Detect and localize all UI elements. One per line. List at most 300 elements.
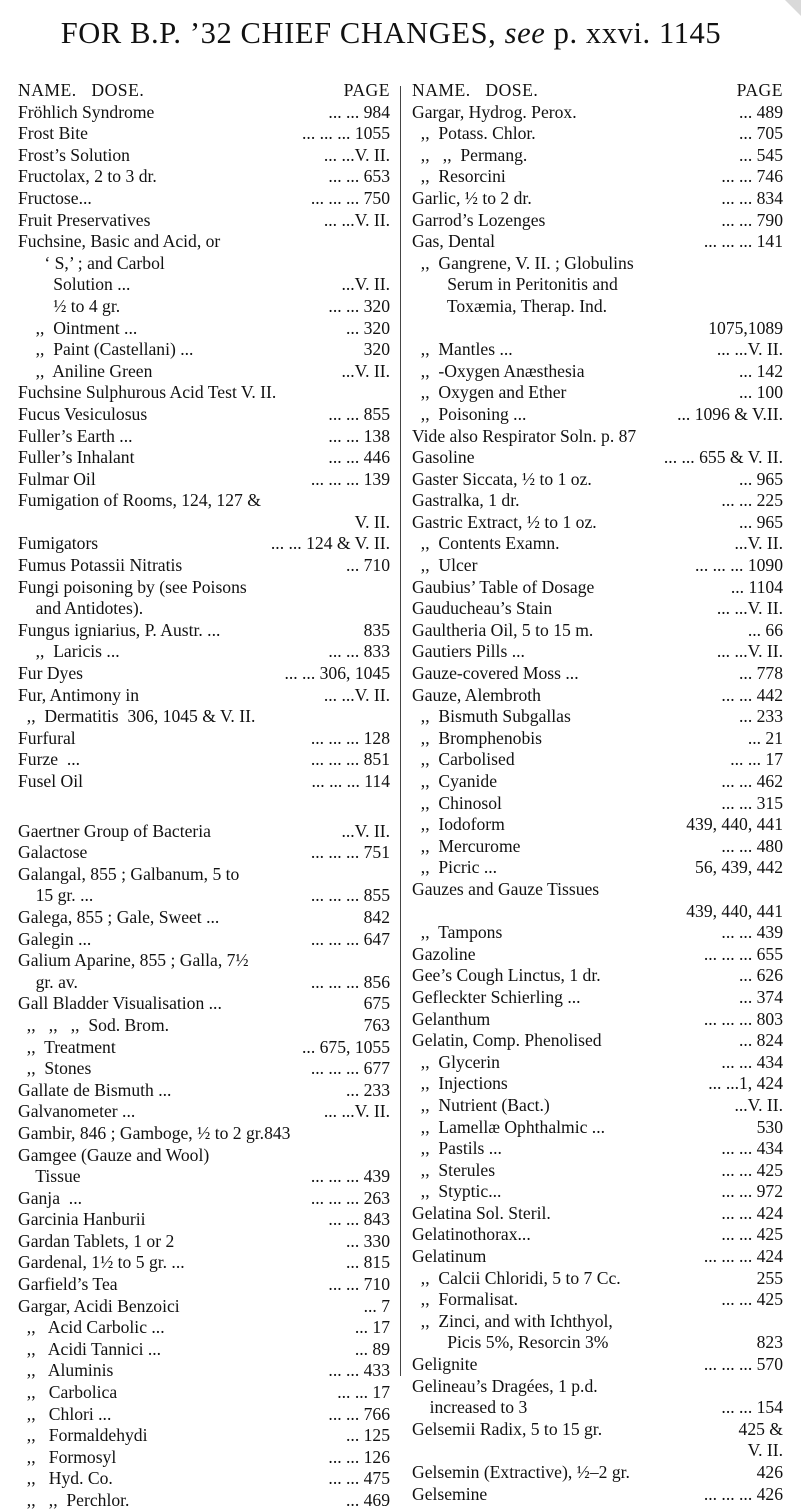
entry-name: Fur, Antimony in	[18, 684, 139, 705]
entry-name: ,, Acidi Tannici ...	[18, 1338, 162, 1359]
entry-name: Gaster Siccata, ½ to 1 oz.	[412, 468, 592, 489]
entry-name: 15 gr. ...	[18, 885, 94, 906]
entry-page: ... 469	[346, 1490, 390, 1510]
index-entry	[412, 836, 783, 858]
index-entry	[18, 339, 390, 361]
entry-page: ... ... 320	[328, 295, 390, 316]
index-entry	[412, 879, 783, 901]
running-head	[20, 18, 762, 49]
entry-page: ... 320	[346, 317, 390, 338]
index-entry	[18, 929, 390, 951]
entry-page: ... ... 439	[721, 922, 783, 943]
index-entry	[18, 620, 390, 642]
index-entry	[412, 965, 783, 987]
index-entry	[412, 814, 783, 836]
entry-page: ...V. II.	[341, 360, 390, 381]
entry-page: V. II.	[354, 511, 390, 532]
entry-name: Gaubius’ Table of Dosage	[412, 576, 595, 597]
index-entry	[18, 1447, 390, 1469]
entry-name: Fumus Potassii Nitratis	[18, 555, 183, 576]
entry-page: ... ... 425	[721, 1289, 783, 1310]
index-entry	[18, 1015, 390, 1037]
index-entry	[412, 1311, 783, 1333]
entry-page: ... ... 17	[337, 1382, 390, 1403]
index-entry	[18, 864, 390, 886]
entry-page: ... ... ... 263	[310, 1187, 390, 1208]
entry-name: Gazoline	[412, 943, 476, 964]
index-entry	[412, 318, 783, 340]
index-entry	[18, 1360, 390, 1382]
entry-name: Gargar, Hydrog. Perox.	[412, 101, 577, 122]
entry-name: Gardenal, 1½ to 5 gr. ...	[18, 1252, 185, 1273]
entry-name: ,, Bismuth Subgallas	[412, 706, 571, 727]
index-entry	[18, 907, 390, 929]
index-entry	[18, 210, 390, 232]
index-entry	[18, 382, 390, 404]
index-column-right	[412, 80, 783, 1505]
index-entry	[412, 1268, 783, 1290]
entry-name: Galegin ...	[18, 928, 92, 949]
entry-page: ... 89	[354, 1338, 390, 1359]
entry-name: gr. av.	[18, 971, 78, 992]
index-entry	[18, 793, 390, 821]
index-entry	[18, 361, 390, 383]
entry-name: ,, Iodoform	[412, 814, 505, 835]
entry-page: ... ... 433	[328, 1360, 390, 1381]
entry-page: ... ... 984	[328, 101, 390, 122]
entry-page: ... ... 154	[721, 1397, 783, 1418]
index-entry	[18, 1317, 390, 1339]
entry-page: ... 545	[739, 144, 783, 165]
index-entry	[18, 598, 390, 620]
entry-page: 530	[756, 1116, 783, 1137]
entry-name: Garrod’s Lozenges	[412, 209, 546, 230]
index-entry	[412, 1117, 783, 1139]
index-entry	[18, 1404, 390, 1426]
index-entry	[412, 1289, 783, 1311]
entry-name: Fructose...	[18, 187, 92, 208]
entry-page: ... ... 306, 1045	[284, 663, 390, 684]
entry-name: Fulmar Oil	[18, 468, 96, 489]
index-entry	[18, 318, 390, 340]
index-entry	[18, 577, 390, 599]
entry-name: and Antidotes).	[18, 598, 144, 619]
index-entry	[412, 598, 783, 620]
entry-page: 763	[363, 1014, 390, 1035]
index-entry	[18, 447, 390, 469]
entry-page: ... ... 972	[721, 1181, 783, 1202]
entry-page: ... ... 138	[328, 425, 390, 446]
entry-name: Gelsemii Radix, 5 to 15 gr.	[412, 1418, 603, 1439]
index-entry	[18, 1209, 390, 1231]
entry-page: 823	[756, 1332, 783, 1353]
index-entry	[412, 901, 783, 923]
entry-name: ,, Aniline Green	[18, 360, 153, 381]
entry-name: ,, Formaldehydi	[18, 1425, 148, 1446]
index-entry	[18, 123, 390, 145]
index-entry	[18, 274, 390, 296]
index-entry	[412, 749, 783, 771]
index-entry	[412, 728, 783, 750]
entry-page: ... ... 790	[721, 209, 783, 230]
entry-page: ... ... ... 677	[310, 1058, 390, 1079]
entry-name: ,, Potass. Chlor.	[412, 123, 536, 144]
entry-name: ,, Contents Examn.	[412, 533, 560, 554]
index-entry	[412, 987, 783, 1009]
entry-name: Gastralka, 1 dr.	[412, 490, 520, 511]
entry-name: ,, Carbolised	[412, 749, 515, 770]
entry-name: Fucus Vesiculosus	[18, 403, 148, 424]
index-entry	[412, 641, 783, 663]
index-entry	[18, 641, 390, 663]
index-entry	[18, 1231, 390, 1253]
entry-page: ... ... 126	[328, 1446, 390, 1467]
entry-page: ... ... 462	[721, 771, 783, 791]
index-entry	[412, 685, 783, 707]
entry-name: ,, Gangrene, V. II. ; Globulins	[412, 252, 634, 273]
entry-name: Fructolax, 2 to 3 dr.	[18, 166, 157, 187]
entry-name: Solution ...	[18, 274, 131, 295]
entry-page: 439, 440, 441	[686, 900, 783, 921]
index-entry	[412, 1030, 783, 1052]
entry-name: Fusel Oil	[18, 771, 84, 791]
entry-name: ,, Ointment ...	[18, 317, 138, 338]
entry-name: ,, Mercurome	[412, 835, 521, 856]
entry-name: NAME. DOSE.	[18, 80, 145, 100]
index-entry	[18, 1101, 390, 1123]
index-entry	[18, 188, 390, 210]
entry-page: ... ... 424	[721, 1202, 783, 1223]
entry-page: ... ... ... 128	[310, 727, 390, 748]
index-entry	[18, 993, 390, 1015]
index-entry	[412, 1224, 783, 1246]
entry-name: ‘ S,’ ; and Carbol	[18, 252, 165, 273]
index-entry	[18, 102, 390, 124]
entry-page: 439, 440, 441	[686, 814, 783, 835]
entry-page: ... 1096 & V.II.	[677, 403, 783, 424]
index-entry	[18, 1252, 390, 1274]
entry-page: ... ... ... 750	[310, 187, 390, 208]
entry-name: Gauducheau’s Stain	[412, 598, 553, 619]
entry-name: Fuchsine, Basic and Acid, or	[18, 231, 221, 252]
entry-name: Garcinia Hanburii	[18, 1209, 146, 1230]
entry-page: 675	[363, 993, 390, 1014]
entry-page: ... 374	[739, 986, 783, 1007]
entry-name: Gambir, 846 ; Gamboge, ½ to 2 gr.843	[18, 1122, 291, 1143]
entry-name: ,, Tampons	[412, 922, 503, 943]
entry-name: ,, Calcii Chloridi, 5 to 7 Cc.	[412, 1267, 621, 1288]
entry-page: ... 330	[346, 1230, 390, 1251]
index-entry	[18, 512, 390, 534]
entry-name: ,, Styptic...	[412, 1181, 502, 1202]
index-entry	[412, 1181, 783, 1203]
entry-name: ,, Poisoning ...	[412, 403, 527, 424]
index-entry	[18, 1037, 390, 1059]
running-head-prefix: FOR B.P. ’32 CHIEF CHANGES,	[60, 16, 497, 50]
index-entry	[18, 728, 390, 750]
column-header	[18, 80, 390, 102]
entry-page: ... ... ... 647	[310, 928, 390, 949]
entry-page: ... 233	[739, 706, 783, 727]
entry-name: ,, Paint (Castellani) ...	[18, 339, 194, 360]
entry-page: V. II.	[747, 1440, 783, 1461]
entry-page: ... 626	[739, 965, 783, 986]
entry-page: ... ...V. II.	[716, 641, 783, 662]
index-entry	[18, 253, 390, 275]
entry-name: ,, -Oxygen Anæsthesia	[412, 360, 585, 381]
entry-name: Garlic, ½ to 2 dr.	[412, 187, 532, 208]
index-entry	[18, 972, 390, 994]
entry-page: ... 1104	[730, 576, 783, 597]
entry-page: ... 233	[346, 1079, 390, 1100]
entry-page: ... ...V. II.	[716, 598, 783, 619]
running-head-ref: p. xxvi.	[553, 16, 651, 50]
index-entry	[18, 1468, 390, 1490]
index-entry	[18, 145, 390, 167]
index-entry	[18, 1166, 390, 1188]
entry-page: ... 675, 1055	[302, 1036, 390, 1057]
entry-page: 426	[756, 1462, 783, 1482]
entry-name: ,, Injections	[412, 1073, 508, 1094]
entry-page: ... ... ... 114	[311, 771, 390, 791]
index-entry	[18, 950, 390, 972]
entry-name: Gauze, Alembroth	[412, 684, 541, 705]
index-entry	[412, 1203, 783, 1225]
entry-page: ... ... 480	[721, 835, 783, 856]
entry-name: Gardan Tablets, 1 or 2	[18, 1230, 175, 1251]
index-entry	[18, 490, 390, 512]
entry-name: ,, Lamellæ Ophthalmic ...	[412, 1116, 606, 1137]
entry-page: ...V. II.	[734, 1094, 783, 1115]
index-entry	[18, 1274, 390, 1296]
entry-name: ,, ,, Permang.	[412, 144, 528, 165]
entry-page: ... 815	[346, 1252, 390, 1273]
entry-name: Gastric Extract, ½ to 1 oz.	[412, 511, 597, 532]
entry-page: ... ... ... 855	[310, 885, 390, 906]
entry-name: Fungus igniarius, P. Austr. ...	[18, 619, 221, 640]
entry-name: ,, ,, ,, Sod. Brom.	[18, 1014, 170, 1035]
entry-name: Gefleckter Schierling ...	[412, 986, 581, 1007]
index-entry	[412, 1073, 783, 1095]
entry-page: ... ... 475	[328, 1468, 390, 1489]
entry-page: ... ... ... 424	[703, 1246, 783, 1267]
entry-page: 835	[363, 619, 390, 640]
entry-name: Gauze-covered Moss ...	[412, 663, 579, 684]
entry-name: Galega, 855 ; Gale, Sweet ...	[18, 906, 220, 927]
entry-name: ,, Hyd. Co.	[18, 1468, 113, 1489]
index-entry	[412, 1462, 783, 1484]
page-number: 1145	[658, 16, 722, 50]
index-entry	[18, 426, 390, 448]
index-entry	[412, 253, 783, 275]
entry-page: ... ... 746	[721, 166, 783, 187]
entry-page: ... ... 855	[328, 403, 390, 424]
index-entry	[412, 1246, 783, 1268]
entry-page: ... 7	[363, 1295, 390, 1316]
running-head-see: see	[504, 16, 546, 50]
index-entry	[18, 1490, 390, 1512]
entry-name: ,, Acid Carbolic ...	[18, 1317, 165, 1338]
entry-name: Serum in Peritonitis and	[412, 274, 618, 295]
entry-page: ... ...V. II.	[716, 339, 783, 360]
entry-page: ... 100	[739, 382, 783, 403]
entry-name: Fumigators	[18, 533, 99, 554]
entry-page: ... ... ... 856	[310, 971, 390, 992]
entry-name: Gautiers Pills ...	[412, 641, 525, 662]
index-entry	[18, 1080, 390, 1102]
entry-name: Fruit Preservatives	[18, 209, 151, 230]
entry-page: ... 965	[739, 511, 783, 532]
entry-name: ,, Oxygen and Ether	[412, 382, 567, 403]
index-entry	[412, 426, 783, 448]
index-entry	[18, 1123, 390, 1145]
index-entry	[412, 1484, 783, 1506]
entry-name: ,, Ulcer	[412, 555, 478, 576]
entry-page: ... ... 434	[721, 1051, 783, 1072]
entry-page: ... ...V. II.	[323, 684, 390, 705]
entry-page: ... ... 17	[730, 749, 783, 770]
entry-name: ,, Bromphenobis	[412, 727, 542, 748]
index-entry	[412, 1354, 783, 1376]
index-column-left	[18, 80, 390, 1512]
entry-name: Gargar, Acidi Benzoici	[18, 1295, 180, 1316]
index-entry	[412, 339, 783, 361]
entry-name: Gelatinothorax...	[412, 1224, 531, 1245]
index-entry	[412, 231, 783, 253]
entry-page: ... ... 446	[328, 447, 390, 468]
entry-name: Galactose	[18, 842, 88, 863]
entry-name: ,, Aluminis	[18, 1360, 114, 1381]
index-entry	[412, 771, 783, 793]
entry-name: NAME. DOSE.	[412, 80, 539, 100]
column-divider	[400, 86, 401, 1376]
entry-page: ... ...V. II.	[323, 209, 390, 230]
index-entry	[18, 296, 390, 318]
entry-name: Galangal, 855 ; Galbanum, 5 to	[18, 863, 240, 884]
entry-page: ... ... ... 655	[703, 943, 783, 964]
entry-name: ,, Picric ...	[412, 857, 498, 878]
entry-page: PAGE	[736, 80, 783, 100]
index-entry	[412, 1332, 783, 1354]
entry-name: ,, Cyanide	[412, 771, 498, 791]
column-header	[412, 80, 783, 102]
entry-name: ,, Dermatitis 306, 1045 & V. II.	[18, 706, 256, 727]
entry-page: ... 965	[739, 468, 783, 489]
entry-name: Gelatin, Comp. Phenolised	[412, 1030, 602, 1051]
entry-page: ... ... ... 1090	[695, 555, 783, 576]
entry-name: Frost’s Solution	[18, 144, 130, 165]
index-entry	[412, 1376, 783, 1398]
entry-name: Fuller’s Inhalant	[18, 447, 135, 468]
entry-name: Gallate de Bismuth ...	[18, 1079, 172, 1100]
entry-name: Fuchsine Sulphurous Acid Test V. II.	[18, 382, 277, 403]
entry-page: ... ... 434	[721, 1138, 783, 1159]
entry-name: Gaultheria Oil, 5 to 15 m.	[412, 619, 594, 640]
index-entry	[412, 404, 783, 426]
entry-page: 842	[363, 906, 390, 927]
entry-name: Gelsemin (Extractive), ½–2 gr.	[412, 1462, 630, 1482]
entry-name: Fungi poisoning by (see Poisons	[18, 576, 247, 597]
entry-name: Gamgee (Gauze and Wool)	[18, 1144, 210, 1165]
index-entry	[18, 685, 390, 707]
entry-page: ... ... ... 803	[703, 1008, 783, 1029]
index-entry	[18, 1296, 390, 1318]
entry-name: Toxæmia, Therap. Ind.	[412, 295, 608, 316]
index-entry	[412, 944, 783, 966]
page-corner-mark	[785, 0, 801, 16]
entry-page: 425 &	[738, 1418, 783, 1439]
entry-page: ... ...V. II.	[323, 144, 390, 165]
entry-name: ,, Pastils ...	[412, 1138, 502, 1159]
entry-name: ,, Nutrient (Bact.)	[412, 1094, 550, 1115]
entry-page: ...V. II.	[734, 533, 783, 554]
entry-name: ,, Treatment	[18, 1036, 116, 1057]
entry-page: ... ...V. II.	[323, 1101, 390, 1122]
index-entry	[412, 857, 783, 879]
entry-name: Fuller’s Earth ...	[18, 425, 133, 446]
entry-name: ,, Formalisat.	[412, 1289, 519, 1310]
entry-page: ... 778	[739, 663, 783, 684]
index-entry	[412, 1138, 783, 1160]
index-entry	[412, 663, 783, 685]
index-entry	[412, 793, 783, 815]
entry-name: ,, Stones	[18, 1058, 92, 1079]
entry-name: Galium Aparine, 855 ; Galla, 7½	[18, 950, 249, 971]
entry-page: ... ... 766	[328, 1403, 390, 1424]
entry-name: ,, Sterules	[412, 1159, 496, 1180]
index-entry	[18, 771, 390, 793]
entry-name: ,, Carbolica	[18, 1382, 118, 1403]
entry-name: ,, Chinosol	[412, 792, 502, 813]
entry-name: ,, Glycerin	[412, 1051, 500, 1072]
entry-page: ... ... ... 426	[703, 1483, 783, 1504]
index-entry	[18, 821, 390, 843]
entry-page: ... ... ... 141	[703, 231, 783, 252]
entry-page: ... ... 653	[328, 166, 390, 187]
index-entry	[18, 706, 390, 728]
entry-page: ... 66	[747, 619, 783, 640]
index-entry	[18, 469, 390, 491]
index-entry	[412, 706, 783, 728]
index-entry	[412, 296, 783, 318]
index-entry	[412, 577, 783, 599]
index-entry	[412, 1440, 783, 1462]
index-entry	[412, 1160, 783, 1182]
entry-page: PAGE	[343, 80, 390, 100]
entry-name: ,, ,, Perchlor.	[18, 1490, 130, 1510]
entry-page: ...V. II.	[341, 820, 390, 841]
entry-page: ...V. II.	[341, 274, 390, 295]
index-entry	[412, 533, 783, 555]
index-entry	[18, 749, 390, 771]
index-entry	[18, 1058, 390, 1080]
entry-name: ,, Chlori ...	[18, 1403, 112, 1424]
entry-page: ... 17	[354, 1317, 390, 1338]
entry-name: Gee’s Cough Linctus, 1 dr.	[412, 965, 601, 986]
entry-page: ... ... 225	[721, 490, 783, 511]
entry-name: ,, Formosyl	[18, 1446, 117, 1467]
entry-name: Gelineau’s Dragées, 1 p.d.	[412, 1375, 598, 1396]
entry-name: Frost Bite	[18, 123, 88, 144]
entry-page: ... ... 834	[721, 187, 783, 208]
index-entry	[412, 1052, 783, 1074]
index-entry	[18, 842, 390, 864]
entry-page: ... ... 833	[328, 641, 390, 662]
index-entry	[412, 102, 783, 124]
entry-page: ... ... ... 139	[310, 468, 390, 489]
index-entry	[412, 1419, 783, 1441]
index-entry	[18, 1382, 390, 1404]
